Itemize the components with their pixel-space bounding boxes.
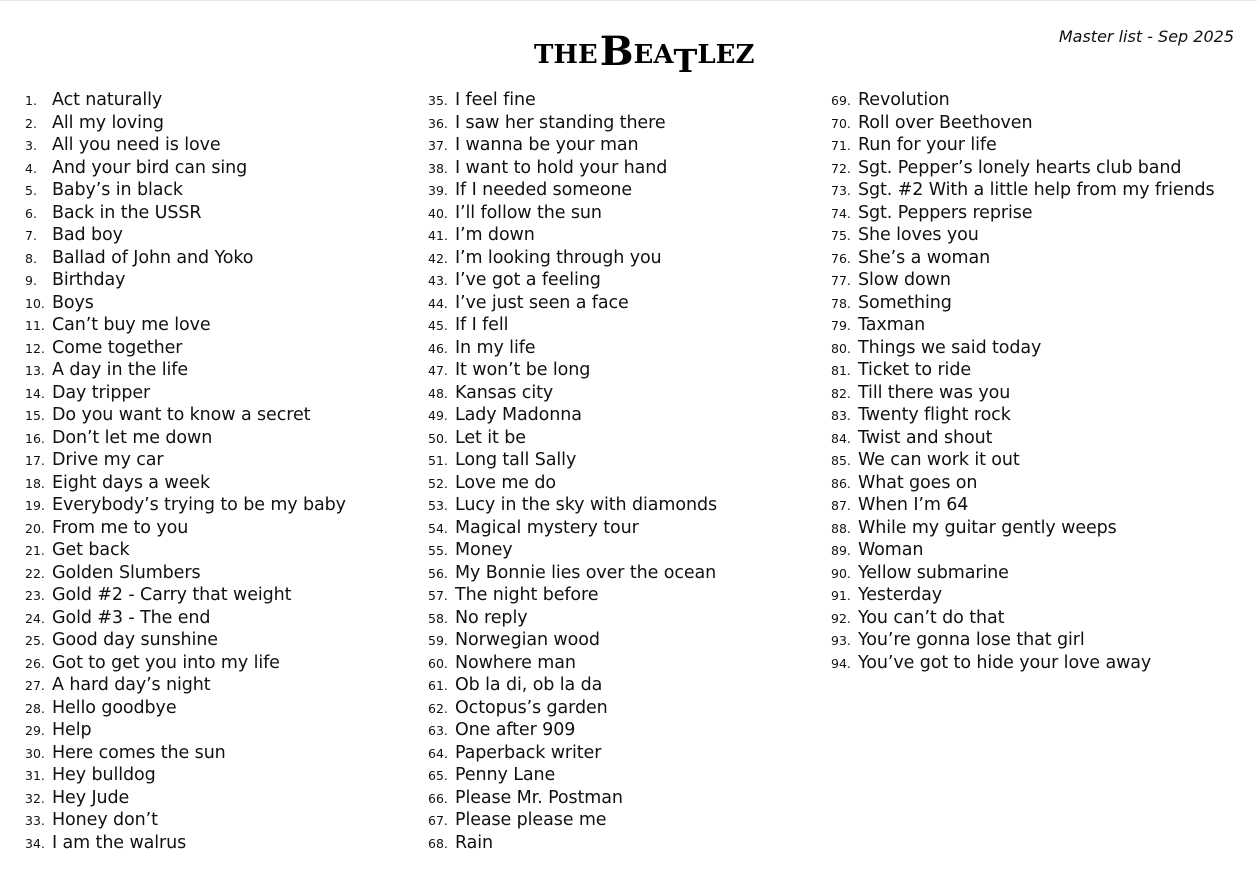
song-title: Golden Slumbers xyxy=(52,562,201,583)
song-number: 83. xyxy=(831,408,851,423)
song-title: Something xyxy=(858,292,952,313)
song-row xyxy=(428,787,803,810)
song-title: Sgt. Peppers reprise xyxy=(858,202,1033,223)
song-number: 43. xyxy=(428,273,448,288)
song-title: My Bonnie lies over the ocean xyxy=(455,562,717,583)
song-number: 23. xyxy=(25,588,45,603)
song-row xyxy=(25,224,400,247)
song-title: Penny Lane xyxy=(455,765,556,785)
song-title: Act naturally xyxy=(52,90,163,110)
song-number: 75. xyxy=(831,228,851,243)
song-number: 74. xyxy=(831,205,851,221)
song-title: It won’t be long xyxy=(455,360,591,380)
logo-t: T xyxy=(673,42,698,80)
logo-lez: LEZ xyxy=(697,40,755,70)
song-number: 79. xyxy=(831,318,851,333)
song-number: 40. xyxy=(428,205,448,221)
song-row xyxy=(428,494,803,517)
song-number: 5. xyxy=(25,183,37,198)
song-title: Lady Madonna xyxy=(455,405,582,425)
song-row xyxy=(428,247,803,270)
song-row xyxy=(428,224,803,247)
song-row xyxy=(25,809,400,832)
song-number: 60. xyxy=(428,655,448,671)
song-title: From me to you xyxy=(52,517,189,538)
song-number: 11. xyxy=(25,318,45,333)
song-title: Lucy in the sky with diamonds xyxy=(455,495,717,515)
song-row xyxy=(25,134,400,157)
song-row xyxy=(831,427,1231,450)
song-row xyxy=(25,787,400,810)
song-row xyxy=(25,449,400,472)
song-row xyxy=(831,449,1231,472)
song-row xyxy=(428,134,803,157)
song-row xyxy=(831,157,1231,180)
song-title: Woman xyxy=(858,540,924,560)
song-number: 37. xyxy=(428,138,448,153)
song-row xyxy=(831,314,1231,337)
song-row xyxy=(428,652,803,675)
song-column-1 xyxy=(25,89,400,854)
song-row xyxy=(25,202,400,225)
song-number: 63. xyxy=(428,723,448,738)
song-row xyxy=(831,134,1231,157)
song-title: Sgt. Pepper’s lonely hearts club band xyxy=(858,157,1182,178)
song-title: Ballad of John and Yoko xyxy=(52,247,254,268)
song-title: Help xyxy=(52,720,92,740)
song-title: Yesterday xyxy=(858,585,943,605)
song-number: 57. xyxy=(428,588,448,603)
song-row xyxy=(831,494,1231,517)
song-number: 24. xyxy=(25,610,45,626)
song-number: 18. xyxy=(25,475,45,491)
song-row xyxy=(831,247,1231,270)
song-title: Hey Jude xyxy=(52,787,130,808)
song-title: Taxman xyxy=(858,315,926,335)
song-number: 73. xyxy=(831,183,851,198)
song-number: 64. xyxy=(428,745,448,761)
song-number: 44. xyxy=(428,295,448,311)
song-number: 68. xyxy=(428,835,448,851)
song-row xyxy=(428,607,803,630)
song-row xyxy=(25,179,400,202)
song-title: I feel fine xyxy=(455,90,536,110)
song-title: Kansas city xyxy=(455,382,554,403)
song-title: I’ve just seen a face xyxy=(455,292,629,313)
song-row xyxy=(428,179,803,202)
song-row xyxy=(428,719,803,742)
song-row xyxy=(428,269,803,292)
song-number: 87. xyxy=(831,498,851,513)
song-row xyxy=(831,382,1231,405)
song-title: Please Mr. Postman xyxy=(455,787,623,808)
song-title: We can work it out xyxy=(858,450,1020,470)
song-title: Run for your life xyxy=(858,135,997,155)
song-title: Come together xyxy=(52,337,183,358)
song-title: Baby’s in black xyxy=(52,180,183,200)
song-number: 13. xyxy=(25,363,45,378)
song-title: Love me do xyxy=(455,472,557,493)
song-title: Twist and shout xyxy=(858,427,993,448)
song-number: 25. xyxy=(25,633,45,648)
song-title: If I fell xyxy=(455,315,509,335)
song-row xyxy=(428,674,803,697)
song-number: 16. xyxy=(25,430,45,446)
song-number: 30. xyxy=(25,745,45,761)
song-title: I’ll follow the sun xyxy=(455,202,602,223)
song-number: 17. xyxy=(25,453,45,468)
song-number: 10. xyxy=(25,295,45,311)
song-title: Get back xyxy=(52,540,130,560)
song-number: 67. xyxy=(428,813,448,828)
song-row xyxy=(831,359,1231,382)
song-title: Gold #2 - Carry that weight xyxy=(52,585,292,605)
song-row xyxy=(25,337,400,360)
song-number: 66. xyxy=(428,790,448,806)
song-title: When I’m 64 xyxy=(858,495,969,515)
song-title: I’m down xyxy=(455,225,535,245)
song-title: Till there was you xyxy=(858,382,1011,403)
song-number: 34. xyxy=(25,835,45,851)
song-row xyxy=(831,539,1231,562)
song-title: Drive my car xyxy=(52,450,164,470)
song-row xyxy=(428,337,803,360)
song-title: I’ve got a feeling xyxy=(455,270,601,290)
song-number: 45. xyxy=(428,318,448,333)
song-number: 84. xyxy=(831,430,851,446)
song-number: 59. xyxy=(428,633,448,648)
song-title: Ticket to ride xyxy=(858,360,971,380)
song-row xyxy=(831,584,1231,607)
song-row xyxy=(25,247,400,270)
song-row xyxy=(428,359,803,382)
song-title: Gold #3 - The end xyxy=(52,607,211,628)
song-title: Sgt. #2 With a little help from my friends xyxy=(858,180,1215,200)
song-number: 6. xyxy=(25,205,37,221)
song-title: Magical mystery tour xyxy=(455,517,639,538)
song-number: 69. xyxy=(831,93,851,108)
song-title: She’s a woman xyxy=(858,247,991,268)
top-divider xyxy=(0,0,1257,1)
song-title: Revolution xyxy=(858,90,950,110)
song-title: Everybody’s trying to be my baby xyxy=(52,495,346,515)
song-number: 49. xyxy=(428,408,448,423)
song-number: 50. xyxy=(428,430,448,446)
logo-ea: EA xyxy=(633,40,674,70)
song-number: 56. xyxy=(428,565,448,581)
song-number: 55. xyxy=(428,543,448,558)
song-row xyxy=(428,427,803,450)
song-number: 32. xyxy=(25,790,45,806)
song-title: The night before xyxy=(455,585,599,605)
song-row xyxy=(25,562,400,585)
song-number: 2. xyxy=(25,115,37,131)
band-logo xyxy=(534,24,755,80)
song-row xyxy=(25,157,400,180)
song-number: 41. xyxy=(428,228,448,243)
song-row xyxy=(25,494,400,517)
song-title: Long tall Sally xyxy=(455,450,577,470)
song-number: 65. xyxy=(428,768,448,783)
song-number: 52. xyxy=(428,475,448,491)
list-subtitle: Master list - Sep 2025 xyxy=(1058,27,1234,46)
song-number: 14. xyxy=(25,385,45,401)
song-row xyxy=(831,112,1231,135)
song-row xyxy=(428,697,803,720)
song-number: 31. xyxy=(25,768,45,783)
song-number: 19. xyxy=(25,498,45,513)
song-number: 93. xyxy=(831,633,851,648)
song-title: Nowhere man xyxy=(455,652,576,673)
song-row xyxy=(25,719,400,742)
song-title: She loves you xyxy=(858,225,979,245)
song-row xyxy=(831,269,1231,292)
song-row xyxy=(428,314,803,337)
song-number: 86. xyxy=(831,475,851,491)
song-title: You can’t do that xyxy=(858,607,1005,628)
song-title: Can’t buy me love xyxy=(52,315,211,335)
song-title: I want to hold your hand xyxy=(455,157,668,178)
song-number: 90. xyxy=(831,565,851,581)
song-title: I am the walrus xyxy=(52,832,187,853)
song-row xyxy=(25,629,400,652)
song-row xyxy=(831,607,1231,630)
song-number: 22. xyxy=(25,565,45,581)
song-title: What goes on xyxy=(858,472,978,493)
song-title: I’m looking through you xyxy=(455,247,662,268)
song-title: Back in the USSR xyxy=(52,202,202,223)
song-row xyxy=(831,337,1231,360)
song-row xyxy=(831,472,1231,495)
song-title: Rain xyxy=(455,832,494,853)
song-number: 1. xyxy=(25,93,37,108)
song-row xyxy=(25,742,400,765)
song-number: 92. xyxy=(831,610,851,626)
song-row xyxy=(428,584,803,607)
song-number: 85. xyxy=(831,453,851,468)
song-number: 20. xyxy=(25,520,45,536)
song-title: Good day sunshine xyxy=(52,630,218,650)
song-number: 8. xyxy=(25,250,37,266)
song-row xyxy=(428,89,803,112)
song-row xyxy=(25,607,400,630)
song-row xyxy=(831,629,1231,652)
song-title: You’re gonna lose that girl xyxy=(858,630,1085,650)
song-title: A hard day’s night xyxy=(52,675,211,695)
song-row xyxy=(428,517,803,540)
song-number: 35. xyxy=(428,93,448,108)
song-row xyxy=(25,112,400,135)
song-title: Let it be xyxy=(455,427,526,448)
song-row xyxy=(25,674,400,697)
song-title: Twenty flight rock xyxy=(858,405,1011,425)
song-title: Hello goodbye xyxy=(52,697,177,718)
song-column-3 xyxy=(831,89,1231,674)
song-title: Money xyxy=(455,540,513,560)
song-number: 46. xyxy=(428,340,448,356)
song-row xyxy=(831,404,1231,427)
song-row xyxy=(428,449,803,472)
song-title: One after 909 xyxy=(455,720,576,740)
song-row xyxy=(428,629,803,652)
song-number: 21. xyxy=(25,543,45,558)
song-row xyxy=(25,427,400,450)
song-title: Honey don’t xyxy=(52,810,158,830)
song-number: 89. xyxy=(831,543,851,558)
song-number: 81. xyxy=(831,363,851,378)
song-number: 28. xyxy=(25,700,45,716)
song-number: 33. xyxy=(25,813,45,828)
song-number: 82. xyxy=(831,385,851,401)
song-row xyxy=(25,652,400,675)
song-title: Norwegian wood xyxy=(455,630,600,650)
song-row xyxy=(428,764,803,787)
song-row xyxy=(25,539,400,562)
song-number: 4. xyxy=(25,160,37,176)
song-number: 91. xyxy=(831,588,851,603)
song-title: Slow down xyxy=(858,270,951,290)
logo-the: THE xyxy=(534,40,598,70)
song-title: Please please me xyxy=(455,810,607,830)
song-number: 54. xyxy=(428,520,448,536)
song-title: Paperback writer xyxy=(455,742,602,763)
song-title: Boys xyxy=(52,292,94,313)
song-number: 47. xyxy=(428,363,448,378)
song-row xyxy=(831,652,1231,675)
song-title: You’ve got to hide your love away xyxy=(858,652,1152,673)
song-row xyxy=(25,832,400,855)
song-column-2 xyxy=(428,89,803,854)
song-row xyxy=(428,562,803,585)
song-row xyxy=(428,472,803,495)
song-number: 94. xyxy=(831,655,851,671)
song-row xyxy=(25,764,400,787)
song-title: Ob la di, ob la da xyxy=(455,675,603,695)
song-number: 27. xyxy=(25,678,45,693)
song-number: 7. xyxy=(25,228,37,243)
song-title: Birthday xyxy=(52,270,126,290)
song-title: Day tripper xyxy=(52,382,151,403)
song-number: 29. xyxy=(25,723,45,738)
song-number: 53. xyxy=(428,498,448,513)
song-number: 36. xyxy=(428,115,448,131)
song-number: 76. xyxy=(831,250,851,266)
song-row xyxy=(831,517,1231,540)
song-title: Don’t let me down xyxy=(52,427,213,448)
song-row xyxy=(25,584,400,607)
song-number: 71. xyxy=(831,138,851,153)
song-title: All you need is love xyxy=(52,135,221,155)
song-number: 48. xyxy=(428,385,448,401)
song-row xyxy=(25,292,400,315)
song-row xyxy=(428,157,803,180)
song-row xyxy=(428,404,803,427)
song-row xyxy=(831,202,1231,225)
song-title: In my life xyxy=(455,337,536,358)
song-number: 77. xyxy=(831,273,851,288)
song-row xyxy=(428,539,803,562)
song-number: 51. xyxy=(428,453,448,468)
song-title: Yellow submarine xyxy=(858,562,1009,583)
song-title: Things we said today xyxy=(858,337,1042,358)
song-number: 88. xyxy=(831,520,851,536)
song-row xyxy=(831,89,1231,112)
song-number: 38. xyxy=(428,160,448,176)
song-title: I saw her standing there xyxy=(455,112,666,133)
song-number: 80. xyxy=(831,340,851,356)
song-title: I wanna be your man xyxy=(455,135,639,155)
song-number: 9. xyxy=(25,273,37,288)
song-row xyxy=(428,809,803,832)
song-number: 70. xyxy=(831,115,851,131)
song-title: While my guitar gently weeps xyxy=(858,517,1117,538)
song-title: Eight days a week xyxy=(52,472,210,493)
song-row xyxy=(25,472,400,495)
song-title: Do you want to know a secret xyxy=(52,405,311,425)
song-title: A day in the life xyxy=(52,360,189,380)
song-row xyxy=(428,202,803,225)
song-number: 61. xyxy=(428,678,448,693)
logo-b: B xyxy=(599,28,634,75)
song-row xyxy=(428,832,803,855)
song-title: Octopus’s garden xyxy=(455,697,608,718)
song-title: All my loving xyxy=(52,112,164,133)
song-row xyxy=(428,382,803,405)
song-title: No reply xyxy=(455,607,528,628)
song-number: 26. xyxy=(25,655,45,671)
song-row xyxy=(831,224,1231,247)
song-row xyxy=(25,382,400,405)
song-row xyxy=(831,562,1231,585)
song-row xyxy=(25,697,400,720)
song-number: 58. xyxy=(428,610,448,626)
song-number: 39. xyxy=(428,183,448,198)
song-row xyxy=(25,517,400,540)
song-number: 72. xyxy=(831,160,851,176)
song-title: If I needed someone xyxy=(455,180,633,200)
song-row xyxy=(428,112,803,135)
song-title: And your bird can sing xyxy=(52,157,248,178)
song-title: Here comes the sun xyxy=(52,742,226,763)
song-number: 3. xyxy=(25,138,37,153)
song-row xyxy=(25,314,400,337)
song-row xyxy=(831,292,1231,315)
song-title: Roll over Beethoven xyxy=(858,112,1033,133)
song-row xyxy=(25,89,400,112)
song-number: 62. xyxy=(428,700,448,716)
song-number: 42. xyxy=(428,250,448,266)
song-row xyxy=(831,179,1231,202)
song-row xyxy=(25,404,400,427)
song-number: 15. xyxy=(25,408,45,423)
song-title: Got to get you into my life xyxy=(52,652,280,673)
song-number: 78. xyxy=(831,295,851,311)
song-title: Hey bulldog xyxy=(52,765,156,785)
song-row xyxy=(25,269,400,292)
song-title: Bad boy xyxy=(52,225,123,245)
song-number: 12. xyxy=(25,340,45,356)
song-row xyxy=(25,359,400,382)
song-row xyxy=(428,742,803,765)
song-row xyxy=(428,292,803,315)
